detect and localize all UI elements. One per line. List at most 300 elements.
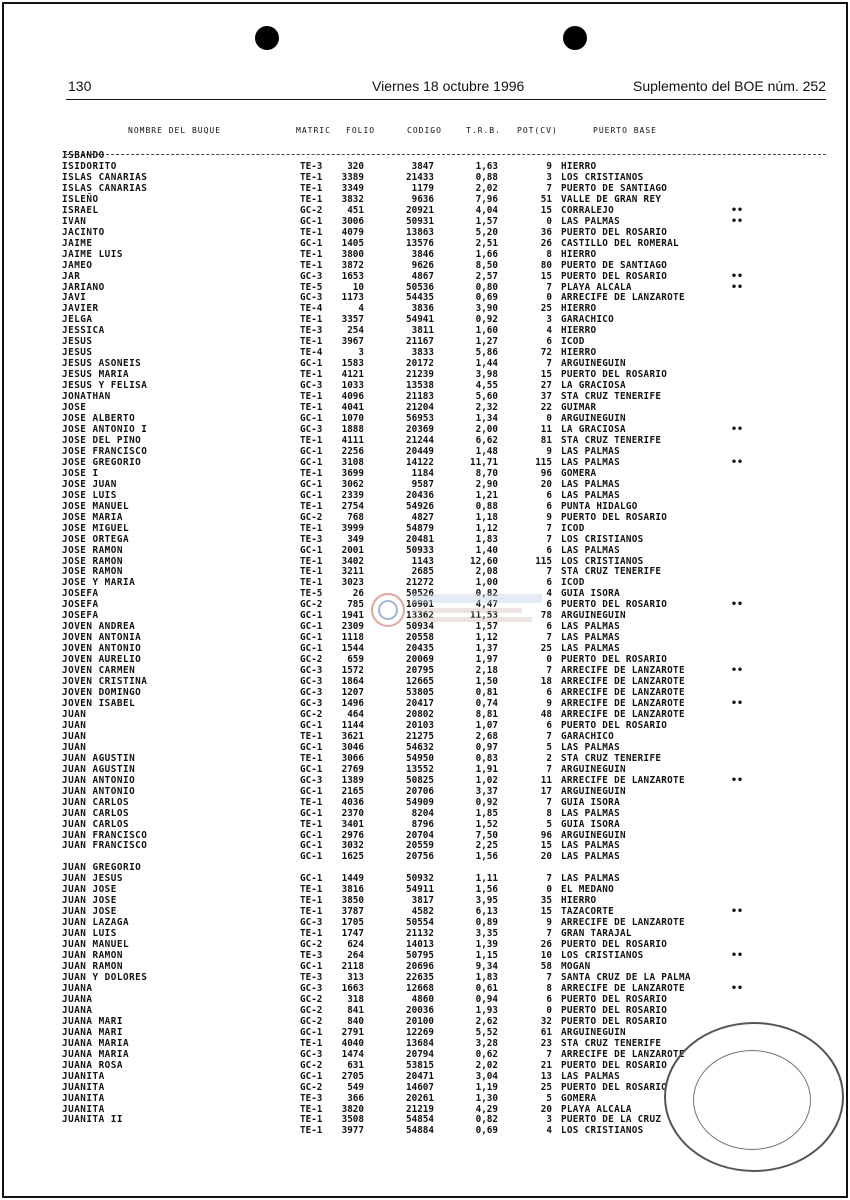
trb: 0,61 (475, 982, 498, 994)
vessel-name: JACINTO (62, 226, 105, 238)
folio: 1449 (341, 873, 364, 885)
matricula: TE-3 (300, 160, 323, 172)
trb: 1,02 (475, 774, 498, 786)
trb: 4,29 (475, 1103, 498, 1115)
mark: •• (731, 774, 744, 786)
mark: •• (731, 599, 744, 611)
puerto-base: PUERTO DEL ROSARIO (561, 654, 668, 666)
vessel-name: JUAN JOSE (62, 895, 117, 907)
folio: 1663 (341, 982, 364, 994)
matricula: GC-2 (300, 511, 323, 523)
folio: 3062 (341, 478, 364, 490)
puerto-base: GARACHICO (561, 730, 615, 742)
codigo: 54884 (406, 1125, 434, 1137)
puerto-base: ARRECIFE DE LANZAROTE (561, 708, 685, 720)
potencia: 7 (546, 763, 552, 775)
codigo: 13576 (406, 237, 434, 249)
puerto-base: CORRALEJO (561, 204, 615, 216)
table-row (0, 556, 850, 567)
trb: 7,96 (475, 193, 498, 205)
trb: 4,55 (475, 380, 498, 392)
folio: 3349 (341, 182, 364, 194)
table-row (0, 391, 850, 402)
puerto-base: LAS PALMAS (561, 632, 620, 644)
codigo: 20795 (406, 665, 434, 677)
trb: 5,20 (475, 226, 498, 238)
vessel-name: JUANA (62, 1004, 93, 1016)
trb: 1,00 (475, 577, 498, 589)
folio: 3401 (341, 818, 364, 830)
vessel-name: JESUS MARIA (62, 369, 130, 381)
folio: 1864 (341, 676, 364, 688)
folio: 841 (347, 1004, 364, 1016)
potencia: 15 (540, 369, 552, 381)
vessel-name: JOVEN CARMEN (62, 665, 136, 677)
vessel-name: JOSE RAMON (62, 555, 123, 567)
matricula: GC-2 (300, 1081, 323, 1093)
vessel-name: JOSEFA (62, 588, 99, 600)
puerto-base: VALLE DE GRAN REY (561, 193, 662, 205)
folio: 4040 (341, 1037, 364, 1049)
puerto-base: PUERTO DEL ROSARIO (561, 1015, 668, 1027)
table-row (0, 282, 850, 293)
puerto-base: LOS CRISTIANOS (561, 555, 644, 567)
trb: 2,57 (475, 270, 498, 282)
puerto-base: PUERTO DE SANTIAGO (561, 182, 668, 194)
matricula: GC-1 (300, 961, 323, 973)
codigo: 4867 (411, 270, 434, 282)
potencia: 4 (546, 588, 552, 600)
puerto-base: ARGUINEGUIN (561, 763, 626, 775)
codigo: 20436 (406, 489, 434, 501)
vessel-name: JESSICA (62, 325, 105, 337)
trb: 2,02 (475, 1059, 498, 1071)
folio: 2370 (341, 807, 364, 819)
table-row (0, 676, 850, 687)
trb: 1,97 (475, 654, 498, 666)
vessel-name: JUANITA (62, 1092, 105, 1104)
folio: 3108 (341, 456, 364, 468)
potencia: 6 (546, 489, 552, 501)
matricula: GC-2 (300, 599, 323, 611)
folio: 10 (352, 281, 364, 293)
vessel-name: JESUS Y FELISA (62, 380, 148, 392)
potencia: 20 (540, 478, 552, 490)
trb: 3,98 (475, 369, 498, 381)
table-row (0, 238, 850, 249)
potencia: 13 (540, 1070, 552, 1082)
potencia: 115 (535, 456, 552, 468)
matricula: GC-1 (300, 1026, 323, 1038)
codigo: 20036 (406, 1004, 434, 1016)
vessel-name: JOVEN CRISTINA (62, 676, 148, 688)
codigo: 54879 (406, 522, 434, 534)
vessel-name: JAVI (62, 292, 87, 304)
potencia: 81 (540, 434, 552, 446)
potencia: 32 (540, 1015, 552, 1027)
trb: 1,39 (475, 939, 498, 951)
matricula: TE-1 (300, 500, 323, 512)
potencia: 35 (540, 895, 552, 907)
table-row (0, 851, 850, 862)
trb: 3,28 (475, 1037, 498, 1049)
puerto-base: HIERRO (561, 303, 597, 315)
mark: •• (731, 215, 744, 227)
table-row (0, 819, 850, 830)
vessel-name: JUANA MARI (62, 1026, 123, 1038)
matricula: TE-3 (300, 533, 323, 545)
trb: 9,34 (475, 961, 498, 973)
trb: 1,15 (475, 950, 498, 962)
matricula: GC-1 (300, 215, 323, 227)
puerto-base: ICOD (561, 336, 585, 348)
trb: 2,62 (475, 1015, 498, 1027)
puerto-base: LAS PALMAS (561, 840, 620, 852)
trb: 1,12 (475, 522, 498, 534)
matricula: GC-1 (300, 237, 323, 249)
potencia: 9 (546, 160, 552, 172)
trb: 2,08 (475, 566, 498, 578)
potencia: 3 (546, 314, 552, 326)
folio: 3787 (341, 906, 364, 918)
trb: 1,48 (475, 445, 498, 457)
folio: 349 (347, 533, 364, 545)
codigo: 20558 (406, 632, 434, 644)
puerto-base: LAS PALMAS (561, 445, 620, 457)
mark: •• (731, 665, 744, 677)
potencia: 8 (546, 807, 552, 819)
codigo: 20481 (406, 533, 434, 545)
supplement-title: Suplemento del BOE núm. 252 (632, 78, 826, 94)
column-header-puerto: PUERTO BASE (593, 126, 657, 135)
potencia: 9 (546, 698, 552, 709)
matricula: GC-1 (300, 807, 323, 819)
vessel-name: JUAN FRANCISCO (62, 840, 148, 852)
mark: •• (731, 950, 744, 962)
table-row (0, 917, 850, 928)
matricula: TE-3 (300, 1092, 323, 1104)
codigo: 54926 (406, 500, 434, 512)
potencia: 7 (546, 632, 552, 644)
puerto-base: ARGUINEGUIN (561, 785, 626, 797)
folio: 366 (347, 1092, 364, 1104)
vessel-name: JUANA MARIA (62, 1048, 130, 1060)
puerto-base: GUIA ISORA (561, 818, 620, 830)
puerto-base: LAS PALMAS (561, 621, 620, 633)
vessel-name: JOSE FRANCISCO (62, 445, 148, 457)
folio: 3621 (341, 730, 364, 742)
potencia: 11 (540, 424, 552, 435)
codigo: 20471 (406, 1070, 434, 1082)
puerto-base: PUERTO DEL ROSARIO (561, 511, 668, 523)
trb: 1,07 (475, 719, 498, 731)
trb: 0,92 (475, 796, 498, 808)
matricula: GC-2 (300, 708, 323, 720)
matricula: TE-1 (300, 752, 323, 764)
table-row (0, 654, 850, 665)
table-row (0, 490, 850, 501)
codigo: 13362 (406, 610, 434, 622)
vessel-name: JAR (62, 270, 81, 282)
puerto-base: PUERTO DE SANTIAGO (561, 259, 668, 271)
trb: 1,34 (475, 413, 498, 425)
folio: 2754 (341, 500, 364, 512)
folio: 2165 (341, 785, 364, 797)
potencia: 0 (546, 413, 552, 425)
table-row (0, 983, 850, 994)
puerto-base: ARGUINEGUIN (561, 1026, 626, 1038)
potencia: 80 (540, 259, 552, 271)
potencia: 7 (546, 522, 552, 534)
codigo: 3847 (411, 160, 434, 172)
table-row (0, 862, 850, 873)
vessel-name: JESUS ASONEIS (62, 358, 142, 370)
folio: 3211 (341, 566, 364, 578)
vessel-name: JOVEN ISABEL (62, 698, 136, 709)
trb: 4,04 (475, 204, 498, 216)
folio: 320 (347, 160, 364, 172)
potencia: 6 (546, 687, 552, 699)
folio: 3832 (341, 193, 364, 205)
trb: 1,83 (475, 972, 498, 983)
matricula: TE-1 (300, 226, 323, 238)
puerto-base: LOS CRISTIANOS (561, 1125, 644, 1137)
potencia: 0 (546, 654, 552, 666)
matricula: GC-3 (300, 698, 323, 709)
matricula: TE-3 (300, 325, 323, 337)
codigo: 21275 (406, 730, 434, 742)
trb: 1,85 (475, 807, 498, 819)
trb: 11,53 (470, 610, 498, 622)
potencia: 7 (546, 1048, 552, 1060)
trb: 1,60 (475, 325, 498, 337)
matricula: GC-3 (300, 270, 323, 282)
puerto-base: PUERTO DEL ROSARIO (561, 270, 668, 282)
vessel-name: JOVEN AURELIO (62, 654, 142, 666)
puerto-base: GRAN TARAJAL (561, 928, 632, 940)
potencia: 6 (546, 336, 552, 348)
codigo: 1143 (411, 555, 434, 567)
vessel-name: JOSE ORTEGA (62, 533, 130, 545)
codigo: 1179 (411, 182, 434, 194)
potencia: 10 (540, 950, 552, 962)
vessel-name: JUAN MANUEL (62, 939, 130, 951)
trb: 0,62 (475, 1048, 498, 1060)
potencia: 9 (546, 511, 552, 523)
codigo: 9636 (411, 193, 434, 205)
folio: 4111 (341, 434, 364, 446)
vessel-name: ISBANDO (62, 150, 105, 161)
trb: 3,04 (475, 1070, 498, 1082)
table-row (0, 303, 850, 314)
table-row (0, 325, 850, 336)
puerto-base: PUERTO DEL ROSARIO (561, 1004, 668, 1016)
matricula: GC-2 (300, 1059, 323, 1071)
matricula: GC-2 (300, 654, 323, 666)
folio: 549 (347, 1081, 364, 1093)
folio: 3066 (341, 752, 364, 764)
puerto-base: LAS PALMAS (561, 456, 620, 468)
potencia: 96 (540, 467, 552, 479)
matricula: GC-1 (300, 829, 323, 841)
table-row (0, 260, 850, 271)
table-row (0, 501, 850, 512)
codigo: 56953 (406, 413, 434, 425)
puerto-base: LOS CRISTIANOS (561, 950, 644, 962)
potencia: 7 (546, 182, 552, 194)
vessel-name: IVAN (62, 215, 87, 227)
table-row (0, 424, 850, 435)
binder-hole (563, 26, 587, 50)
potencia: 61 (540, 1026, 552, 1038)
table-row (0, 512, 850, 523)
folio: 2791 (341, 1026, 364, 1038)
codigo: 20103 (406, 719, 434, 731)
matricula: GC-2 (300, 993, 323, 1005)
table-row (0, 369, 850, 380)
codigo: 13863 (406, 226, 434, 238)
folio: 254 (347, 325, 364, 337)
potencia: 6 (546, 500, 552, 512)
potencia: 58 (540, 961, 552, 973)
codigo: 20794 (406, 1048, 434, 1060)
matricula: TE-5 (300, 588, 323, 600)
codigo: 13538 (406, 380, 434, 392)
codigo: 20802 (406, 708, 434, 720)
vessel-name: JUAN AGUSTIN (62, 763, 136, 775)
folio: 3850 (341, 895, 364, 907)
table-row (0, 566, 850, 577)
codigo: 12665 (406, 676, 434, 688)
matricula: TE-1 (300, 467, 323, 479)
table-row (0, 216, 850, 227)
potencia: 17 (540, 785, 552, 797)
potencia: 7 (546, 533, 552, 545)
codigo: 21167 (406, 336, 434, 348)
folio: 4121 (341, 369, 364, 381)
matricula: GC-3 (300, 774, 323, 786)
vessel-name: JESUS (62, 347, 93, 359)
puerto-base: PLAYA ALCALA (561, 281, 632, 293)
codigo: 20449 (406, 445, 434, 457)
puerto-base: GUIA ISORA (561, 796, 620, 808)
codigo: 21244 (406, 434, 434, 446)
trb: 0,83 (475, 752, 498, 764)
table-row (0, 205, 850, 216)
potencia: 48 (540, 708, 552, 720)
trb: 0,92 (475, 314, 498, 326)
matricula: TE-1 (300, 928, 323, 940)
puerto-base: MOGAN (561, 961, 591, 973)
table-row (0, 314, 850, 325)
vessel-name: JONATHAN (62, 391, 111, 403)
trb: 1,12 (475, 632, 498, 644)
table-row (0, 742, 850, 753)
folio: 26 (352, 588, 364, 600)
vessel-name: JOSE ANTONIO I (62, 424, 148, 435)
matricula: GC-1 (300, 358, 323, 370)
trb: 2,02 (475, 182, 498, 194)
puerto-base: ICOD (561, 577, 585, 589)
codigo: 54941 (406, 314, 434, 326)
puerto-base: HIERRO (561, 248, 597, 260)
trb: 2,68 (475, 730, 498, 742)
codigo: 22635 (406, 972, 434, 983)
matricula: TE-5 (300, 281, 323, 293)
trb: 11,71 (470, 456, 498, 468)
table-row (0, 775, 850, 786)
puerto-base: LAS PALMAS (561, 489, 620, 501)
trb: 8,70 (475, 467, 498, 479)
vessel-name: JUAN (62, 708, 87, 720)
trb: 0,97 (475, 741, 498, 753)
folio: 840 (347, 1015, 364, 1027)
puerto-base: PUERTO DEL ROSARIO (561, 1059, 668, 1071)
vessel-name: JUAN ANTONIO (62, 785, 136, 797)
potencia: 20 (540, 1103, 552, 1115)
folio: 464 (347, 708, 364, 720)
vessel-name: JOSE RAMON (62, 566, 123, 578)
vessel-name: JUAN Y DOLORES (62, 972, 148, 983)
trb: 1,27 (475, 336, 498, 348)
codigo: 1184 (411, 467, 434, 479)
vessel-name: JUAN RAMON (62, 950, 123, 962)
puerto-base: ARRECIFE DE LANZAROTE (561, 292, 685, 304)
folio: 313 (347, 972, 364, 983)
vessel-name: JUANITA (62, 1103, 105, 1115)
trb: 1,57 (475, 621, 498, 633)
trb: 0,69 (475, 292, 498, 304)
folio: 4079 (341, 226, 364, 238)
codigo: 4860 (411, 993, 434, 1005)
codigo: 20172 (406, 358, 434, 370)
matricula: TE-3 (300, 972, 323, 983)
puerto-base: EL MEDANO (561, 884, 615, 896)
table-row (0, 194, 850, 205)
potencia: 25 (540, 1081, 552, 1093)
vessel-name: ISLAS CANARIAS (62, 171, 148, 183)
mark: •• (731, 906, 744, 918)
codigo: 20261 (406, 1092, 434, 1104)
codigo: 3817 (411, 895, 434, 907)
trb: 0,88 (475, 500, 498, 512)
table-row (0, 830, 850, 841)
folio: 4096 (341, 391, 364, 403)
puerto-base: PUERTO DEL ROSARIO (561, 599, 668, 611)
folio: 2976 (341, 829, 364, 841)
potencia: 26 (540, 237, 552, 249)
potencia: 23 (540, 1037, 552, 1049)
vessel-name: JUANITA II (62, 1114, 123, 1126)
codigo: 8204 (411, 807, 434, 819)
matricula: GC-1 (300, 840, 323, 852)
matricula: TE-1 (300, 1103, 323, 1115)
folio: 451 (347, 204, 364, 216)
matricula: GC-1 (300, 643, 323, 655)
trb: 12,60 (470, 555, 498, 567)
puerto-base: ARGUINEGUIN (561, 829, 626, 841)
matricula: TE-1 (300, 1114, 323, 1126)
table-row (0, 840, 850, 851)
trb: 2,00 (475, 424, 498, 435)
puerto-base: ARGUINEGUIN (561, 358, 626, 370)
folio: 3999 (341, 522, 364, 534)
column-header-matric: MATRIC (296, 126, 331, 135)
vessel-name: JAIME (62, 237, 93, 249)
codigo: 3811 (411, 325, 434, 337)
codigo: 14122 (406, 456, 434, 468)
matricula: GC-1 (300, 632, 323, 644)
